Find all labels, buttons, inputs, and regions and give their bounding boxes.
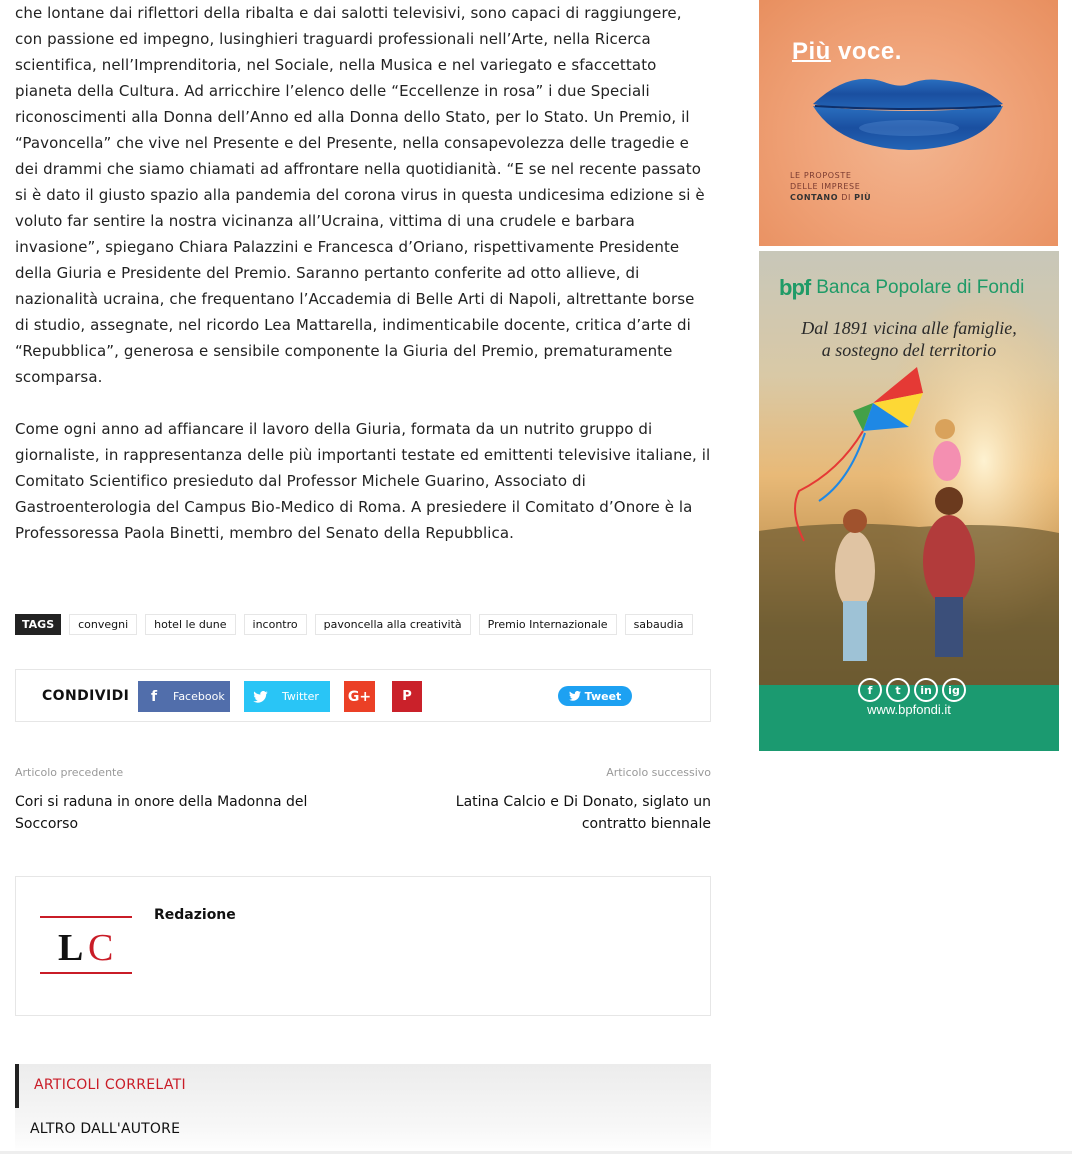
lips-illustration: [759, 0, 1058, 246]
linkedin-icon[interactable]: in: [914, 678, 938, 702]
tags-row: [15, 614, 693, 635]
ad1-tagline: [790, 170, 871, 203]
ad1-tagline-line: [790, 192, 871, 203]
instagram-icon[interactable]: ig: [942, 678, 966, 702]
ad1-headline-piu: Più: [792, 38, 831, 65]
facebook-share-label: Facebook: [173, 690, 225, 703]
next-article-meta: Articolo successivo: [606, 766, 711, 779]
bank-brand: [779, 275, 1024, 301]
prev-article: [15, 766, 335, 835]
tab-more-from-author[interactable]: ALTRO DALL'AUTORE: [30, 1121, 181, 1137]
share-box: [15, 669, 711, 722]
author-box: [15, 876, 711, 1016]
tweet-button[interactable]: [558, 686, 632, 706]
twitter-share-label: Twitter: [282, 690, 319, 703]
ad1-tagline-contano: CONTANO: [790, 193, 839, 202]
author-name[interactable]: Redazione: [154, 907, 236, 923]
ad1-headline: [792, 38, 902, 66]
twitter-bird-icon: [569, 691, 581, 701]
bank-name: Banca Popolare di Fondi: [816, 277, 1025, 298]
author-logo-c: C: [88, 927, 114, 969]
article-text: [15, 0, 711, 546]
pinterest-share-button[interactable]: P: [392, 681, 422, 712]
tag-link[interactable]: sabaudia: [625, 614, 693, 635]
related-tab-indicator: [15, 1064, 19, 1108]
tweet-label: Tweet: [584, 689, 622, 703]
bank-social-icons: [858, 678, 966, 702]
share-label: CONDIVIDI: [42, 688, 130, 704]
twitter-icon: [246, 691, 274, 703]
article-paragraph: che lontane dai riflettori della ribalta e dai salotti televisivi, sono capaci di raggiungere, con passione ed impegno, lusinghieri traguardi professionali nell’Arte, nella Ricerca scientifica, nell’Imprenditoria, nel Sociale, nella Musica e nel variegato e sfaccettato pianeta della Cultura. Ad arricchire l’elenco delle “Eccellenze in rosa” i due Speciali riconoscimenti alla Donna dell’Anno ed alla Donna dello Stato, per lo Stato. Un Premio, il “Pavoncella” che vive nel Presente e del Presente, nella consapevolezza delle tragedie e dei drammi che siamo chiamati ad affrontare nella quotidianità. “E se nel recente passato si è dato il giusto spazio alla pandemia del corona virus in questa undicesima edizione si è voluto far sentire la nostra vicinanza all’Ucraina, vittima di una crudele e barbara invasione”, spiegano Chiara Palazzini e Francesca d’Oriano, rispettivamente Presidente della Giuria e Presidente del Premio. Saranno pertanto conferite ad otto allieve, di nazionalità ucraina, che frequentano l’Accademia di Belle Arti di Napoli, altrettante borse di studio, assegnate, nel ricordo Lea Mattarella, indimenticabile docente, critica d’arte di “Repubblica”, generosa e sensibile componente la Giuria del Premio, prematuramente scomparsa.: [15, 4, 705, 386]
tags-label: TAGS: [15, 614, 61, 635]
tag-link[interactable]: Premio Internazionale: [479, 614, 617, 635]
ad1-headline-voce: voce.: [830, 38, 902, 65]
ad1-tagline-line: DELLE IMPRESE: [790, 182, 861, 191]
twitter-share-button[interactable]: [244, 681, 330, 712]
bank-url[interactable]: www.bpfondi.it: [867, 702, 951, 717]
related-articles: [15, 1064, 711, 1154]
tab-related-articles[interactable]: ARTICOLI CORRELATI: [34, 1077, 186, 1093]
facebook-icon: f: [150, 688, 158, 705]
ad-banner-piu-voce[interactable]: [759, 0, 1058, 246]
twitter-icon[interactable]: t: [886, 678, 910, 702]
prev-article-link[interactable]: Cori si raduna in onore della Madonna del Soccorso: [15, 794, 308, 832]
facebook-share-button[interactable]: [138, 681, 230, 712]
tag-link[interactable]: hotel le dune: [145, 614, 235, 635]
author-logo[interactable]: [38, 913, 134, 977]
bank-logo-mark: bpf: [779, 275, 811, 300]
tag-link[interactable]: convegni: [69, 614, 137, 635]
ad-banner-bpfondi[interactable]: [759, 251, 1059, 751]
tag-link[interactable]: incontro: [244, 614, 307, 635]
next-article-link[interactable]: Latina Calcio e Di Donato, siglato un contratto biennale: [455, 794, 711, 832]
bank-slogan-line: a sostegno del territorio: [821, 340, 997, 360]
bank-slogan-line: Dal 1891 vicina alle famiglie,: [801, 318, 1017, 338]
bank-slogan: [759, 317, 1059, 361]
ad1-tagline-piu: PIÙ: [854, 193, 872, 202]
author-logo-l: L: [58, 927, 84, 969]
article-body: [15, 0, 711, 546]
next-article: [391, 766, 711, 835]
facebook-icon[interactable]: f: [858, 678, 882, 702]
ad1-tagline-line: LE PROPOSTE: [790, 171, 852, 180]
ad1-tagline-di: DI: [838, 193, 855, 202]
prev-article-meta: Articolo precedente: [15, 766, 124, 779]
article-paragraph: Come ogni anno ad affiancare il lavoro della Giuria, formata da un nutrito gruppo di giornaliste, in rappresentanza delle più importanti testate ed emittenti televisive italiane, il Comitato Scientifico presieduto dal Professor Michele Guarino, Associato di Gastroenterologia del Campus Bio-Medico di Roma. A presiedere il Comitato d’Onore è la Professoressa Paola Binetti, membro del Senato della Repubblica.: [15, 420, 711, 542]
googleplus-share-button[interactable]: G+: [344, 681, 375, 712]
tag-link[interactable]: pavoncella alla creatività: [315, 614, 471, 635]
